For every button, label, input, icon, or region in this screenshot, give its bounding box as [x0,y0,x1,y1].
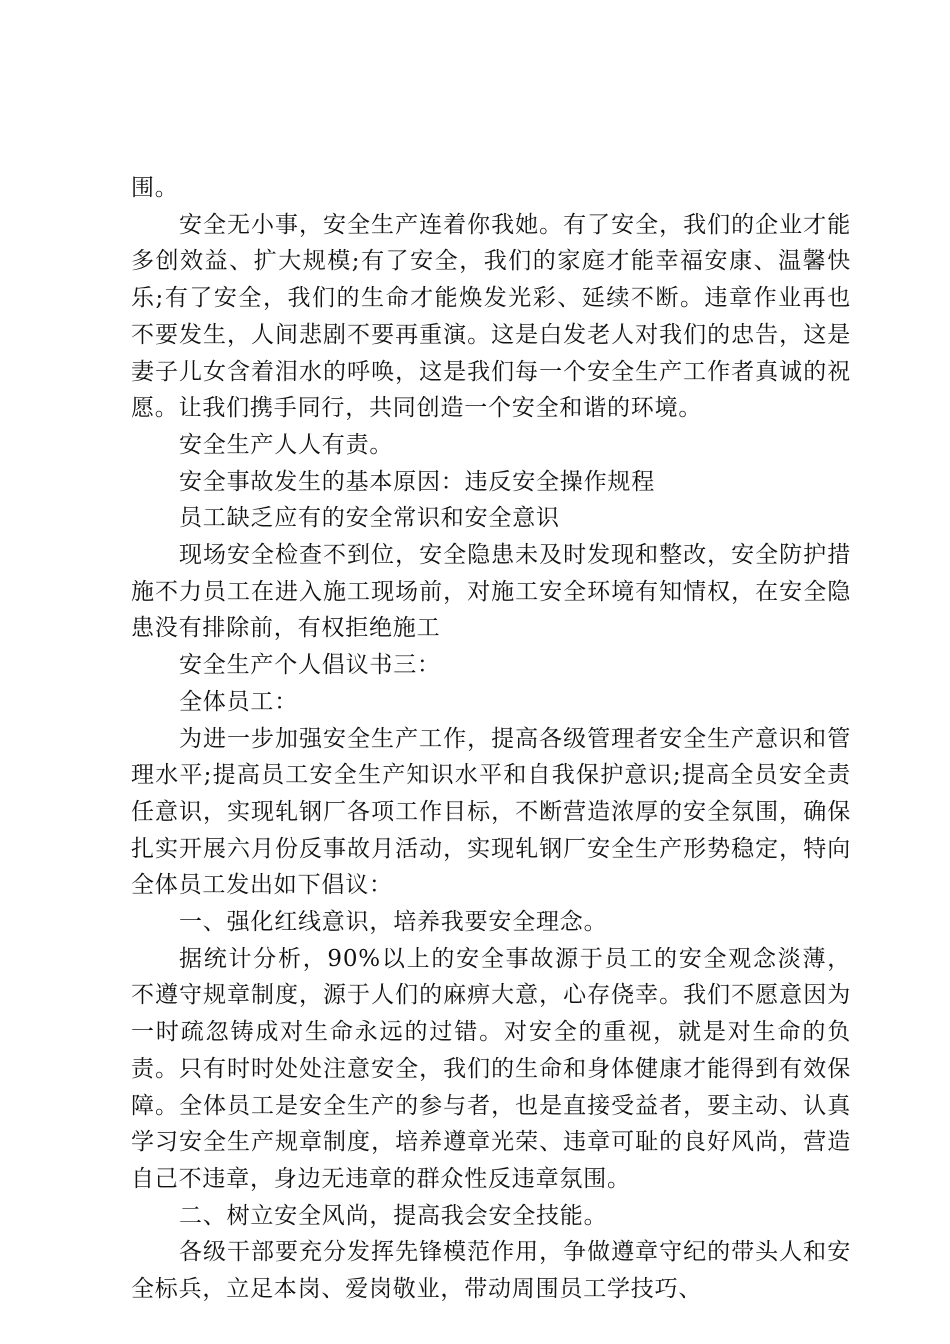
paragraph: 为进一步加强安全生产工作，提高各级管理者安全生产意识和管理水平;提高员工安全生产知识水平和自我保护意识;提高全员安全责任意识，实现轧钢厂各项工作目标，不断营造浓厚的安全氛围，确保扎实开展六月份反事故月活动，实现轧钢厂安全生产形势稳定，特向全体员工发出如下倡议： [131,725,851,899]
paragraph: 安全无小事，安全生产连着你我她。有了安全，我们的企业才能多创效益、扩大规模;有了安全，我们的家庭才能幸福安康、温馨快乐;有了安全，我们的生命才能焕发光彩、延续不断。违章作业再也不要发生，人间悲剧不要再重演。这是白发老人对我们的忠告，这是妻子儿女含着泪水的呼唤，这是我们每一个安全生产工作者真诚的祝愿。让我们携手同行，共同创造一个安全和谐的环境。 [131,211,851,422]
paragraph: 现场安全检查不到位，安全隐患未及时发现和整改，安全防护措施不力员工在进入施工现场前，对施工安全环境有知情权，在安全隐患没有排除前，有权拒绝施工 [131,542,851,642]
paragraph: 据统计分析，90%以上的安全事故源于员工的安全观念淡薄，不遵守规章制度，源于人们的麻痹大意，心存侥幸。我们不愿意因为一时疏忽铸成对生命永远的过错。对安全的重视，就是对生命的负责。只有时时处处注意安全，我们的生命和身体健康才能得到有效保障。全体员工是安全生产的参与者，也是直接受益者，要主动、认真学习安全生产规章制度，培养遵章光荣、违章可耻的良好风尚，营造自己不违章，身边无违章的群众性反违章氛围。 [131,945,851,1192]
paragraph: 安全生产人人有责。 [179,431,394,458]
document-body [131,170,851,1308]
paragraph: 围。 [131,175,179,201]
paragraph: 各级干部要充分发挥先锋模范作用，争做遵章守纪的带头人和安全标兵，立足本岗、爱岗敬业，带动周围员工学技巧、 [131,1239,851,1303]
paragraph: 全体员工： [179,688,298,715]
section-heading: 一、强化红线意识，培养我要安全理念。 [179,909,608,936]
section-heading: 二、树立安全风尚，提高我会安全技能。 [179,1202,608,1229]
paragraph: 员工缺乏应有的安全常识和安全意识 [179,505,560,532]
paragraph: 安全事故发生的基本原因：违反安全操作规程 [179,468,655,495]
paragraph: 安全生产个人倡议书三： [179,652,441,679]
